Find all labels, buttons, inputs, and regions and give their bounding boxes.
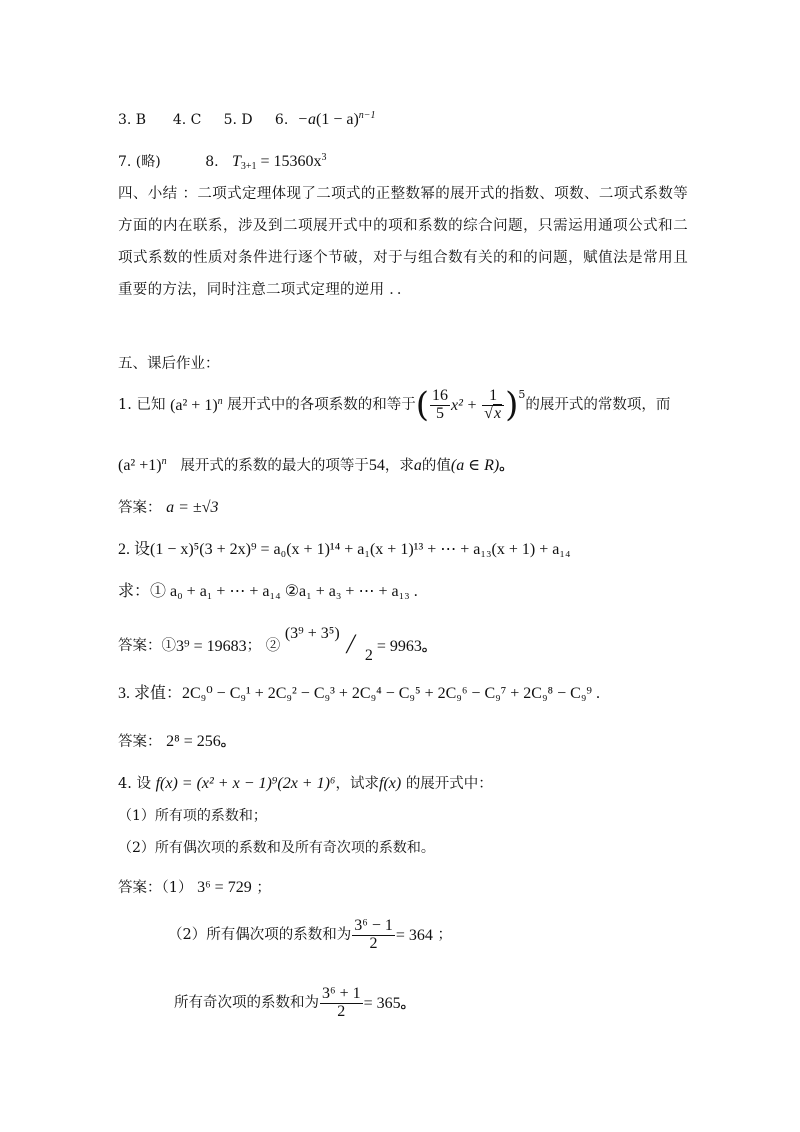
question-2-ask: 求：① a₀ + a₁ + ⋯ + a₁₄ ②a₁ + a₃ + ⋯ + a₁₃ . bbox=[118, 583, 418, 600]
answer-q3: 答案： 2⁸ = 256。 bbox=[118, 733, 236, 750]
answer-7: 7. (略) bbox=[118, 154, 161, 170]
answer-q4-even-fraction: $\frac{\text{3⁶ − 1}}{2}$ bbox=[354, 917, 393, 952]
answer-3: 3. B bbox=[118, 112, 147, 128]
homework-title: 五、课后作业： bbox=[118, 356, 220, 372]
answer-q2-slash-fraction: (3⁹ + 3⁵) / 2 bbox=[284, 625, 373, 664]
answer-q1: 答案： a = ±√3 bbox=[118, 499, 219, 516]
answer-6-label: 6. bbox=[274, 112, 289, 128]
question-4: 4. 设 f(x) = (x² + x − 1)⁹(2x + 1)⁶，试求f(x) 的展开式中： bbox=[118, 775, 493, 792]
answer-8-formula: $T_{3+1} = 15360x^3$ bbox=[231, 152, 327, 172]
answers-line-7-8 bbox=[118, 152, 327, 173]
q1-fraction-16-5: $\frac{16}{5}$ bbox=[432, 387, 449, 422]
question-1-line-1: 1. 已知 $(a^2 + 1)^n$ 展开式中的各项系数的和等于 ( $\frac{16}{5}$ x² + $\frac{1}{√x}$ ) $^5$ 的展开式的常数项，而 bbox=[118, 385, 671, 426]
question-4-part-2: （2）所有偶次项的系数和及所有奇次项的系数和。 bbox=[118, 840, 435, 856]
answer-q4-odd: 所有奇次项的系数和为 $\frac{\text{3⁶ + 1}}{2}$ = 365 。 bbox=[174, 985, 416, 1020]
question-2-equation: 2. 设(1 − x)⁵(3 + 2x)⁹ = a₀(x + 1)¹⁴ + a₁(x + 1)¹³ + ⋯ + a₁₃(x + 1) + a₁₄ bbox=[118, 541, 571, 558]
answer-5: 5. D bbox=[223, 112, 253, 128]
answer-8-label: 8. bbox=[205, 154, 219, 170]
answer-q4-part-1: 答案：（1） 3⁶ = 729 ； bbox=[118, 879, 271, 896]
answer-q4-even: （2）所有偶次项的系数和为 $\frac{\text{3⁶ − 1}}{2}$ = 364 ； bbox=[168, 917, 452, 952]
answers-line-3-6 bbox=[118, 110, 376, 129]
question-4-part-1: （1）所有项的系数和； bbox=[118, 808, 267, 824]
q1-fraction-1-sqrtx: $\frac{1}{√x}$ bbox=[482, 388, 504, 423]
question-3: 3. 求值：2C₉⁰ − C₉¹ + 2C₉² − C₉³ + 2C₉⁴ − C₉⁵ + 2C₉⁶ − C₉⁷ + 2C₉⁸ − C₉⁹ . bbox=[118, 685, 600, 702]
answer-q4-odd-fraction: $\frac{\text{3⁶ + 1}}{2}$ bbox=[322, 985, 361, 1020]
q1-formula-2: $(a^2 +1)^n$ bbox=[118, 456, 167, 474]
answer-6-formula: $-a(1 - a)^{n-1}$ bbox=[297, 110, 376, 128]
summary-paragraph: 四、小结 ：二项式定理体现了二项式的正整数幂的展开式的指数、项数、二项式系数等方面的内在联系，涉及到二项展开式中的项和系数的综合问题，只需运用通项公式和二项式系数的性质对条件进行逐个节破，对于与组合数有关的和的问题，赋值法是常用且重要的方法，同时注意二项式定理的逆用 ．． bbox=[118, 186, 688, 298]
q1-formula-a2-plus-1: $(a^2 + 1)^n$ bbox=[170, 395, 223, 414]
question-1-line-2: $(a^2 +1)^n$ 展开式的系数的最大的项等于54，求a的值(a ∈ R)。 bbox=[118, 456, 514, 474]
answer-4: 4. C bbox=[172, 112, 202, 128]
answer-q2: 答案：① 3⁹ = 19683 ； ② (3⁹ + 3⁵) / 2 = 9963 。 bbox=[118, 625, 437, 664]
